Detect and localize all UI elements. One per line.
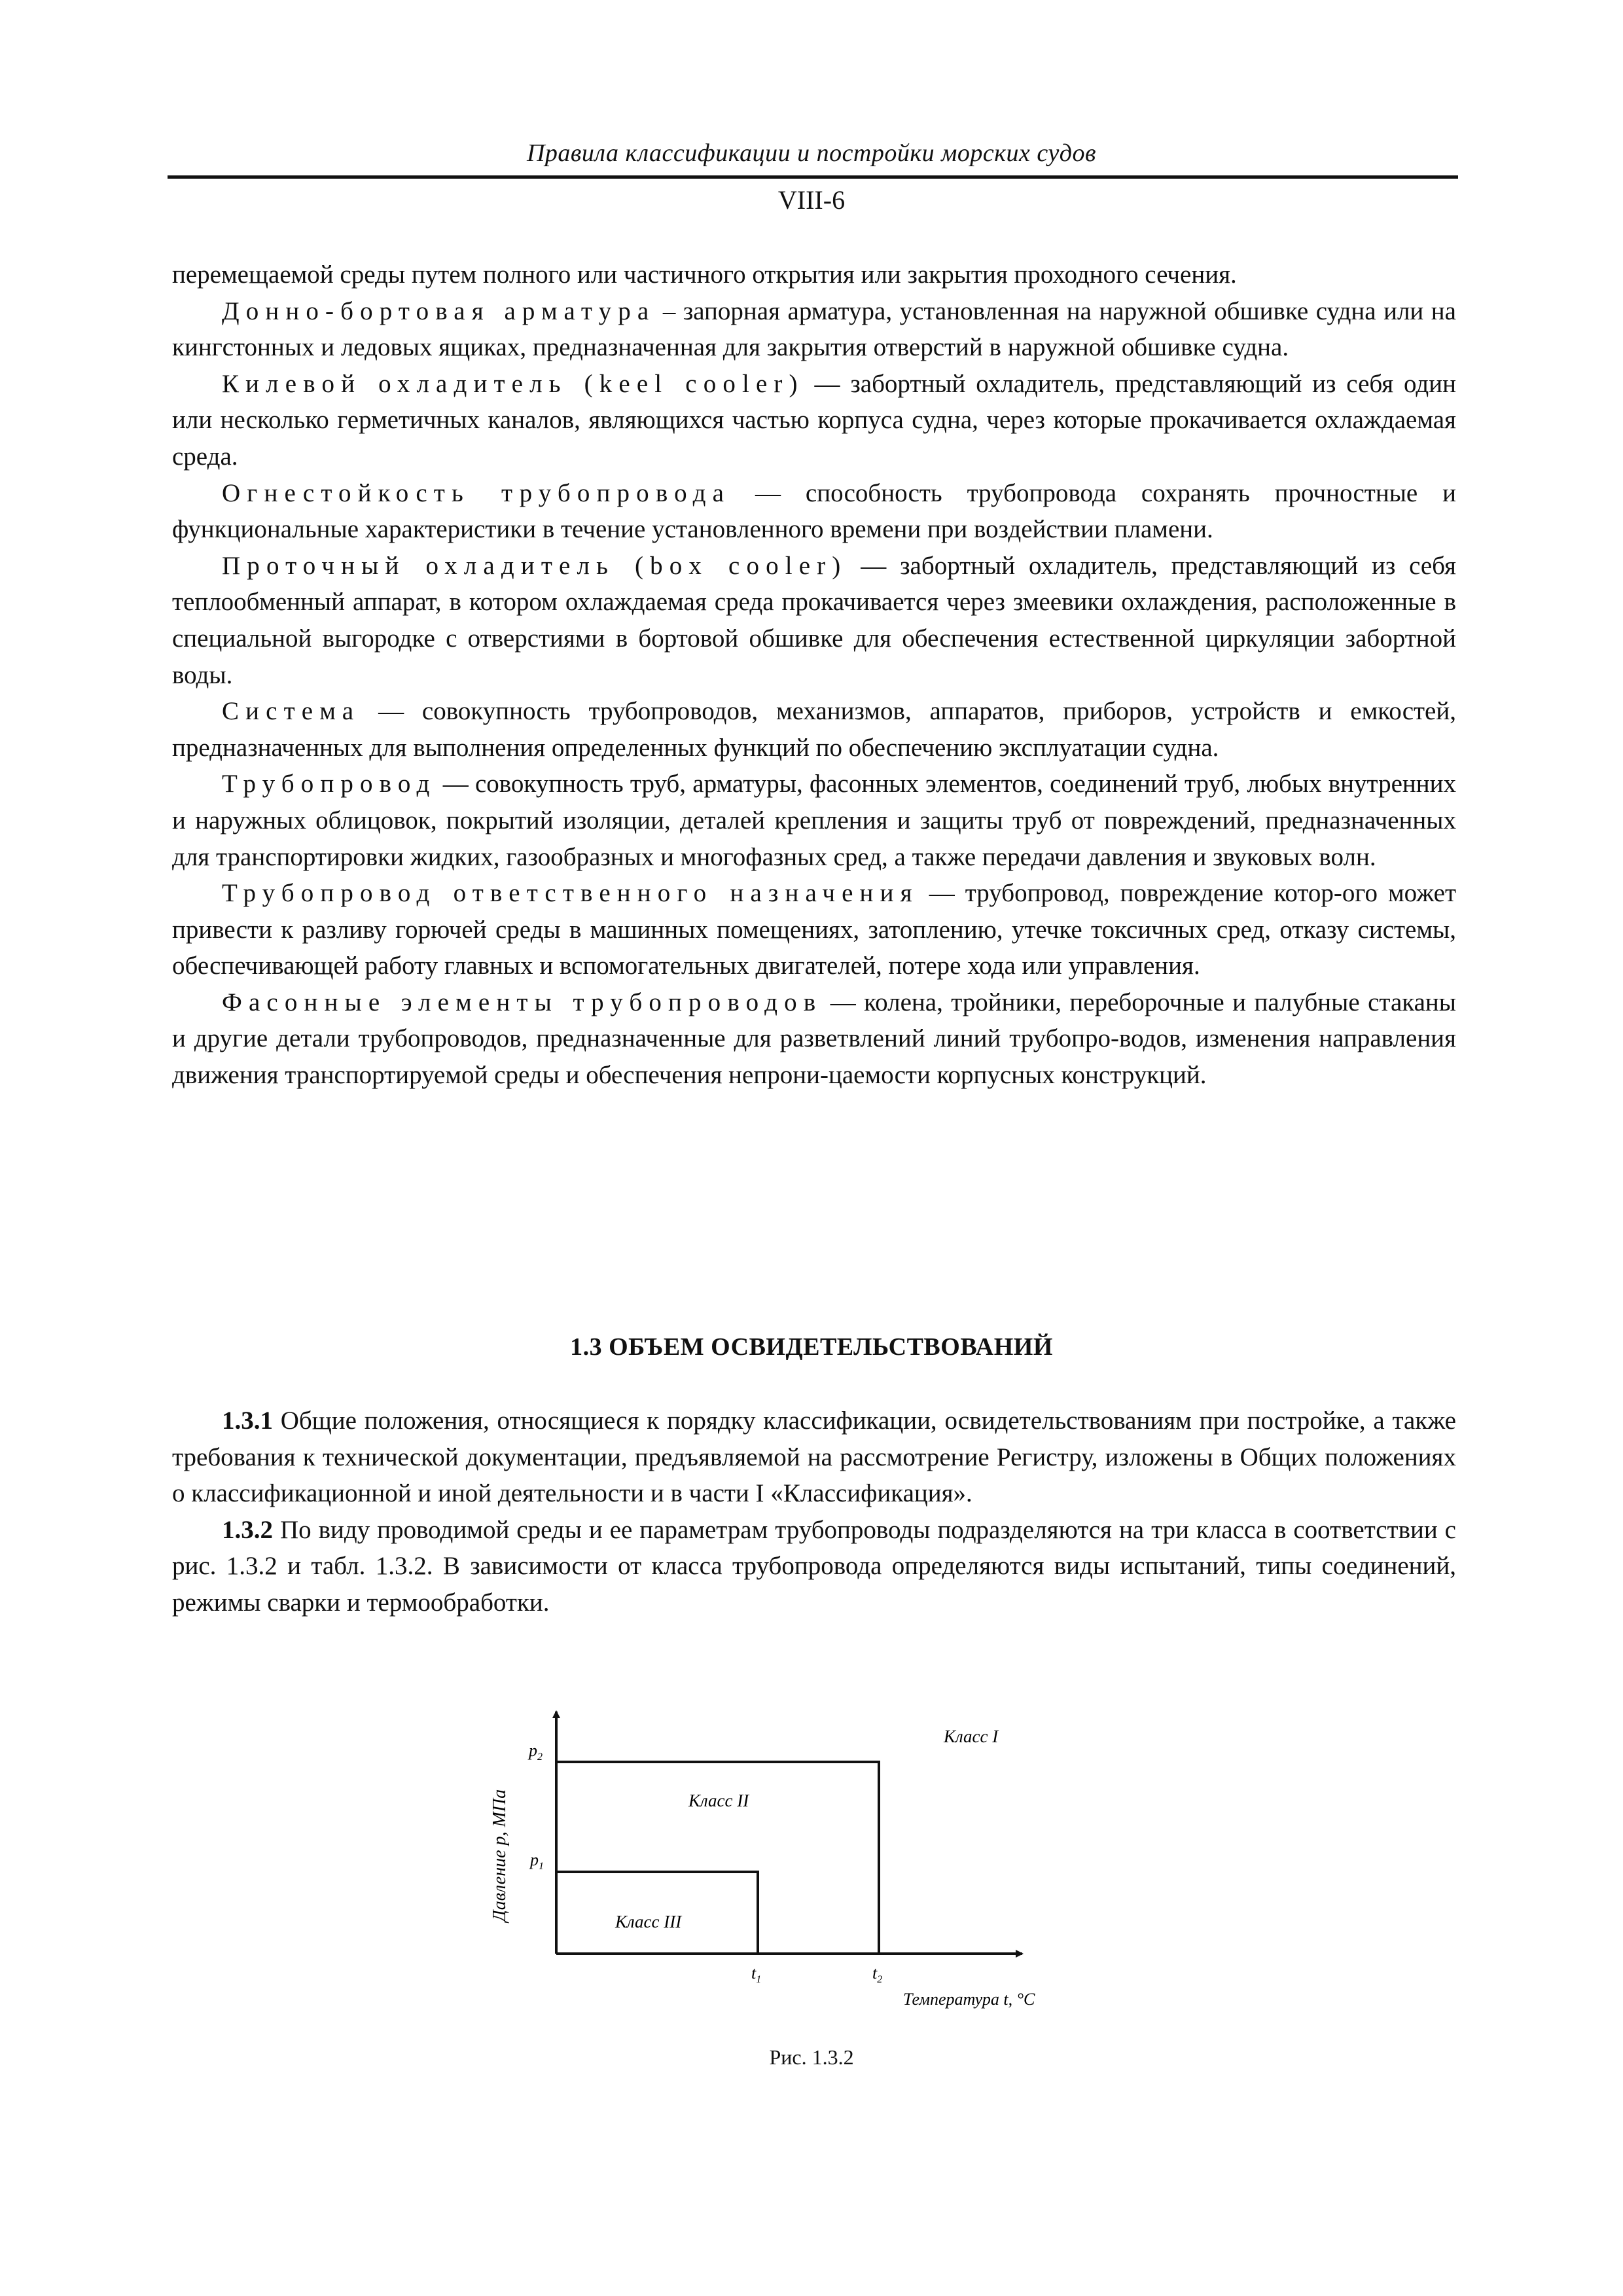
definition-paragraph [172,693,1456,766]
definition-text: перемещаемой среды путем полного или частичного открытия или закрытия проходного сечения. [172,260,1237,289]
t2-label: $t_2$ [872,1964,883,1985]
definition-paragraph [172,475,1456,548]
definition-paragraph [172,366,1456,475]
paragraph-text: Общие положения, относящиеся к порядку классификации, освидетельствованиям при постройке, а также требования к технической документации, предъявляемой на рассмотрение Регистру, изложены в Общих положениях о классификационной и иной деятельности и в части I «Классификация». [172,1407,1456,1508]
definition-paragraph [172,984,1456,1094]
definition-term: Система [222,697,361,726]
p1-label: $p_1$ [530,1850,544,1872]
section-body [172,1403,1456,1621]
x-axis-title: Температура t, °C [903,1990,1035,2009]
definition-term: Килевой охладитель (keel cooler) [222,369,804,398]
pipeline-class-diagram [458,1676,1113,2029]
definition-paragraph [172,257,1456,293]
definition-text: — колена, тройники, переборочные и палубные стаканы и другие детали трубопроводов, предназначенные для разветвлений линий трубопро-водов, изменения направления движения транспортируемой среды и обеспечения непрони-цаемости корпусных конструкций. [172,988,1456,1090]
figure-caption: Рис. 1.3.2 [769,2045,854,2069]
definitions-block [172,257,1456,1094]
definition-text: — совокупность труб, арматуры, фасонных элементов, соединений труб, любых внутренних и наружных облицовок, покрытий изоляции, деталей крепления и защиты труб от повреждений, предназначенных для транспортировки жидких, газообразных и многофазных сред, а также передачи давления и звуковых волн. [172,770,1456,871]
definition-text: — совокупность трубопроводов, механизмов, аппаратов, приборов, устройств и емкостей, предназначенных для выполнения определенных функций по обеспечению эксплуатации судна. [172,697,1456,762]
definition-term: Трубопровод ответственного назначения [222,879,919,908]
definition-paragraph [172,293,1456,366]
definition-text: — трубопровод, повреждение котор-ого может привести к разливу горючей среды в машинных помещениях, затоплению, утечке токсичных сред, отказу системы, обеспечивающей работу главных и вспомогательных двигателей, потере хода или управления. [172,879,1456,980]
definition-text: — забортный охладитель, представляющий из себя теплообменный аппарат, в котором охлаждаемая среда прокачивается через змеевики охлаждения, расположенные в специальной выгородке с отверстиями в бортовой обшивке для обеспечения естественной циркуляции забортной воды. [172,551,1456,689]
paragraph-text: По виду проводимой среды и ее параметрам трубопроводы подразделяются на три класса в соответствии с рис. 1.3.2 и табл. 1.3.2. В зависимости от класса трубопровода определяются виды испытаний, типы соединений, режимы сварки и термообработки. [172,1515,1456,1617]
definition-term: Фасонные элементы трубопроводов [222,988,823,1016]
t1-label: $t_1$ [751,1964,762,1985]
definition-term: Огнестойкость трубопровода [222,478,731,507]
definition-term: Донно-бортовая арматура [222,296,656,325]
y-axis-title: Давление p, МПа [490,1789,510,1922]
class-3-label: Класс III [615,1912,682,1931]
definition-text: — забортный охладитель, представляющий из себя один или несколько герметичных каналов, являющихся частью корпуса судна, через которые прокачивается охлаждаемая среда. [172,369,1456,471]
definition-text: — способность трубопровода сохранять прочностные и функциональные характеристики в течение установленного времени при воздействии пламени. [172,478,1457,544]
definition-paragraph [172,875,1456,984]
section-paragraph [172,1512,1456,1621]
definition-term: Трубопровод [222,770,437,798]
p2-label: $p_2$ [529,1741,543,1763]
paragraph-number: 1.3.2 [222,1515,273,1544]
section-paragraph [172,1403,1456,1512]
section-heading: 1.3 ОБЪЕМ ОСВИДЕТЕЛЬСТВОВАНИЙ [570,1333,1053,1361]
document-header-title: Правила классификации и постройки морских судов [526,139,1096,167]
definition-paragraph [172,548,1456,693]
definition-text: – запорная арматура, установленная на наружной обшивке судна или на кингстонных и ледовых ящиках, предназначенная для закрытия отверстий в наружной обшивке судна. [172,296,1456,362]
header-divider [168,175,1458,179]
paragraph-number: 1.3.1 [222,1407,273,1435]
class-1-label: Класс I [944,1727,999,1746]
class-2-label: Класс II [688,1791,749,1810]
page-number: VIII-6 [777,185,846,215]
definition-term: Проточный охладитель (box cooler) [222,551,847,580]
definition-paragraph [172,766,1456,875]
